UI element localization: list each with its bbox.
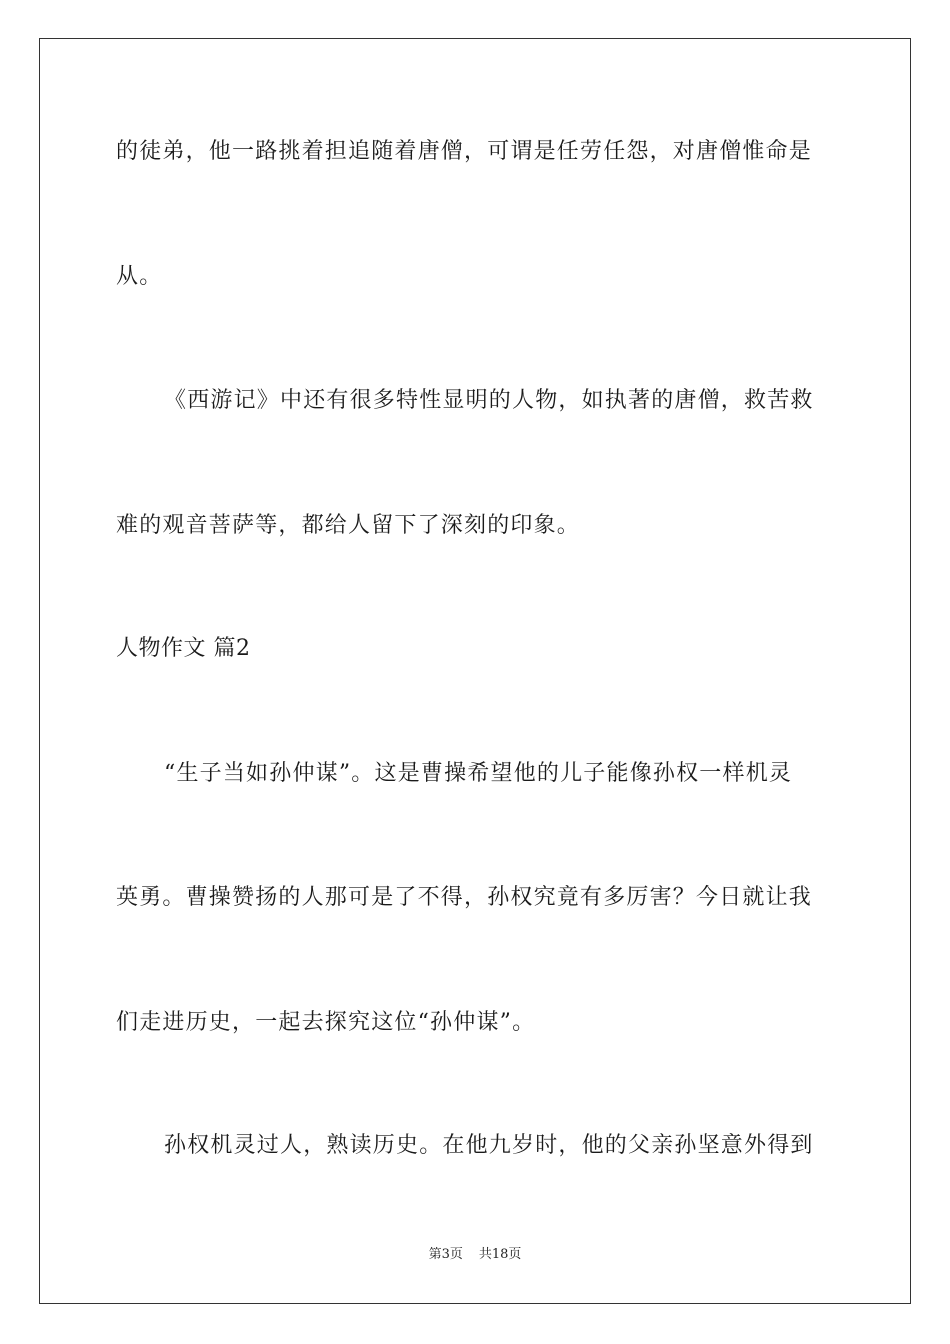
section-heading: 人物作文 篇2 — [116, 636, 251, 661]
page-border — [39, 38, 911, 1304]
page-number: 第3页 — [428, 1247, 463, 1262]
body-text-line: 难的观音菩萨等，都给人留下了深刻的印象。 — [116, 513, 581, 538]
body-text-line: 的徒弟，他一路挑着担追随着唐僧，可谓是任劳任怨，对唐僧惟命是 — [116, 139, 813, 164]
paragraph-first-line: “生子当如孙仲谋”。这是曹操希望他的儿子能像孙权一样机灵 — [164, 761, 793, 786]
page-footer — [0, 1246, 950, 1264]
page-total: 共18页 — [478, 1247, 522, 1262]
body-text-line: 英勇。曹操赞扬的人那可是了不得，孙权究竟有多厉害？今日就让我 — [116, 885, 813, 910]
paragraph-first-line: 《西游记》中还有很多特性显明的人物，如执著的唐僧，救苦救 — [164, 388, 814, 413]
body-text-line: 从。 — [116, 264, 163, 289]
paragraph-first-line: 孙权机灵过人，熟读历史。在他九岁时，他的父亲孙坚意外得到 — [164, 1133, 814, 1158]
body-text-line: 们走进历史，一起去探究这位“孙仲谋”。 — [116, 1010, 536, 1035]
